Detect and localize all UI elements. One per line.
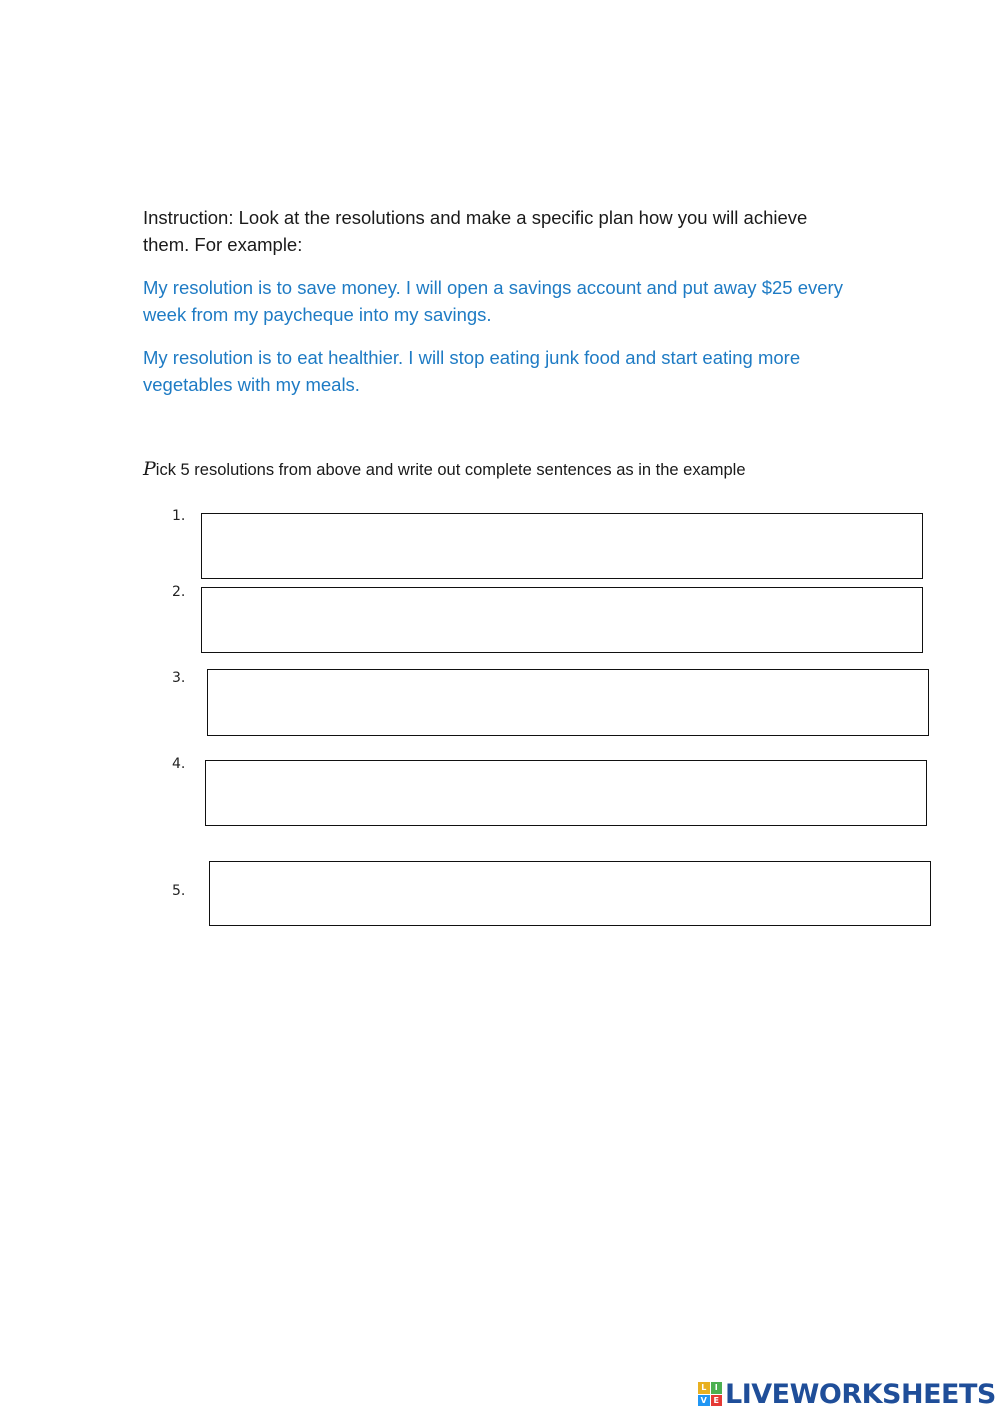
answer-1-input[interactable] bbox=[201, 513, 923, 579]
logo-mark-v: V bbox=[698, 1395, 710, 1407]
answer-1-number: 1. bbox=[172, 508, 186, 524]
logo-mark-icon bbox=[698, 1382, 722, 1406]
answer-2-number: 2. bbox=[172, 584, 186, 600]
task-text bbox=[143, 458, 746, 481]
answer-4-input[interactable] bbox=[205, 760, 927, 826]
liveworksheets-logo bbox=[698, 1378, 996, 1410]
logo-mark-e: E bbox=[711, 1395, 723, 1407]
logo-mark-l: L bbox=[698, 1382, 710, 1394]
example-1-text: My resolution is to save money. I will open a savings account and put away $25 every week from my paycheque into my savings. bbox=[143, 277, 843, 325]
answer-3-input[interactable] bbox=[207, 669, 929, 736]
logo-text: LIVEWORKSHEETS bbox=[725, 1378, 996, 1410]
task-rest: ick 5 resolutions from above and write out complete sentences as in the example bbox=[155, 461, 746, 479]
answer-4-number: 4. bbox=[172, 756, 186, 772]
answer-3-number: 3. bbox=[172, 670, 186, 686]
instruction-text: Instruction: Look at the resolutions and make a specific plan how you will achieve them. For example: bbox=[143, 207, 808, 255]
answer-2-input[interactable] bbox=[201, 587, 923, 653]
task-first-letter: P bbox=[143, 458, 156, 480]
answer-5-number: 5. bbox=[172, 883, 186, 899]
logo-mark-i: I bbox=[711, 1382, 723, 1394]
example-2-text: My resolution is to eat healthier. I will stop eating junk food and start eating more vegetables with my meals. bbox=[143, 347, 801, 395]
answer-5-input[interactable] bbox=[209, 861, 931, 926]
